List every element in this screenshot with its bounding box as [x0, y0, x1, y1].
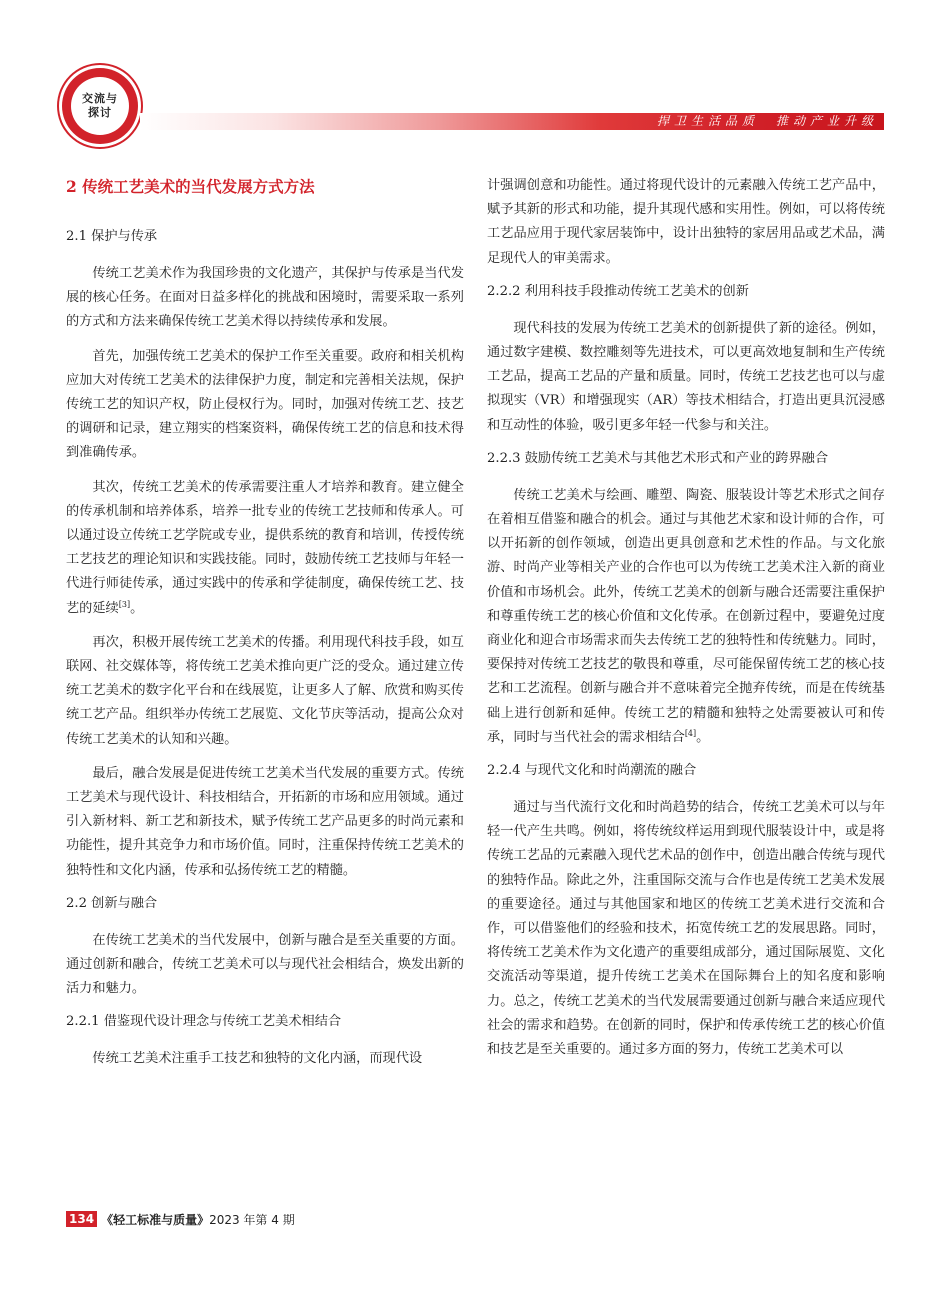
subsection-title-2-2-4: 2.2.4 与现代文化和时尚潮流的融合	[487, 763, 697, 779]
paragraph: 首先，加强传统工艺美术的保护工作至关重要。政府和相关机构应加大对传统工艺美术的法律保护力度，制定和完善相关法规，保护传统工艺的知识产权，防止侵权行为。同时，加强对传统工艺、技艺的调研和记录，建立翔实的档案资料，确保传统工艺的信息和技术得到准确传承。	[66, 348, 464, 461]
paragraph: 现代科技的发展为传统工艺美术的创新提供了新的途径。例如，通过数字建模、数控雕刻等先进技术，可以更高效地复制和生产传统工艺品，提高工艺品的产量和质量。同时，传统工艺技艺也可以与虚拟现实（VR）和增强现实（AR）等技术相结合，打造出更具沉浸感和互动性的体验，吸引更多年轻一代参与和关注。	[487, 320, 885, 433]
subsection-title-2-2-3: 2.2.3 鼓励传统工艺美术与其他艺术形式和产业的跨界融合	[487, 450, 829, 466]
paragraph: 最后，融合发展是促进传统工艺美术当代发展的重要方式。传统工艺美术与现代设计、科技相结合，开拓新的市场和应用领域。通过引入新材料、新工艺和新技术，赋予传统工艺产品更多的时尚元素和功能性，提升其竞争力和市场价值。同时，注重保持传统工艺美术的独特性和文化内涵，传承和弘扬传统工艺的精髓。	[66, 765, 464, 878]
section-title: 2 传统工艺美术的当代发展方式方法	[66, 177, 315, 196]
paragraph-end: 。	[130, 600, 144, 616]
subsection-title-2-2: 2.2 创新与融合	[66, 895, 158, 911]
paragraph: 在传统工艺美术的当代发展中，创新与融合是至关重要的方面。通过创新和融合，传统工艺美术可以与现代社会相结合，焕发出新的活力和魅力。	[66, 932, 464, 997]
paragraph: 传统工艺美术作为我国珍贵的文化遗产，其保护与传承是当代发展的核心任务。在面对日益多样化的挑战和困境时，需要采取一系列的方式和方法来确保传统工艺美术得以持续传承和发展。	[66, 266, 464, 330]
paragraph-text: 其次，传统工艺美术的传承需要注重人才培养和教育。建立健全的传承机制和培养体系，培养一批专业的传统工艺技师和传承人。可以通过设立传统工艺学院或专业，提供系统的教育和培训，传授传统工艺技艺的理论知识和实践技能。同时，鼓励传统工艺技师与年轻一代进行师徒传承，通过实践中的传承和学徒制度，确保传统工艺、技艺的延续	[66, 479, 464, 616]
page-footer	[66, 1211, 295, 1227]
paragraph: 传统工艺美术注重手工技艺和独特的文化内涵，而现代设	[92, 1051, 423, 1067]
issue-info: 2023 年第 4 期	[209, 1212, 295, 1227]
right-column	[487, 174, 885, 1072]
paragraph	[66, 476, 464, 621]
subsection-title-2-2-2: 2.2.2 利用科技手段推动传统工艺美术的创新	[487, 283, 749, 299]
column-logo-inner	[71, 77, 129, 135]
column-logo	[62, 68, 138, 144]
subsection-title-2-1: 2.1 保护与传承	[66, 229, 158, 244]
paragraph: 再次，积极开展传统工艺美术的传播。利用现代科技手段，如互联网、社交媒体等，将传统工艺美术推向更广泛的受众。通过建立传统工艺美术的数字化平台和在线展览，让更多人了解、欣赏和购买传统工艺产品。组织举办传统工艺展览、文化节庆等活动，提高公众对传统工艺美术的认知和兴趣。	[66, 634, 464, 747]
logo-text-line1: 交流与	[82, 92, 118, 105]
paragraph-text: 传统工艺美术与绘画、雕塑、陶瓷、服装设计等艺术形式之间存在着相互借鉴和融合的机会。通过与其他艺术家和设计师的合作，可以开拓新的创作领域，创造出更具创意和艺术性的作品。与文化旅游、时尚产业等相关产业的合作也可以为传统工艺美术注入新的商业价值和市场机会。此外，传统工艺美术的创新与融合还需要注重保护和尊重传统工艺的核心价值和文化传承。在创新过程中，要避免过度商业化和迎合市场需求而失去传统工艺的独特性和传统魅力。同时，要保持对传统工艺技艺的敬畏和尊重，尽可能保留传统工艺的核心技艺和工艺流程。创新与融合并不意味着完全抛弃传统，而是在传统基础上进行创新和延伸。传统工艺的精髓和独特之处需要被认可和传承，同时与当代社会的需求相结合	[487, 487, 885, 745]
journal-name: 《轻工标准与质量》	[101, 1212, 210, 1227]
paragraph-end: 。	[696, 729, 710, 745]
paragraph-continued: 计强调创意和功能性。通过将现代设计的元素融入传统工艺产品中，赋予其新的形式和功能，提升其现代感和实用性。例如，可以将传统工艺品应用于现代家居装饰中，设计出独特的家居用品或艺术品，满足现代人的审美需求。	[487, 178, 885, 266]
page-number: 134	[66, 1211, 97, 1227]
paragraph: 通过与当代流行文化和时尚趋势的结合，传统工艺美术可以与年轻一代产生共鸣。例如，将传统纹样运用到现代服装设计中，或是将传统工艺品的元素融入现代艺术品的创作中，创造出融合传统与现代的独特作品。除此之外，注重国际交流与合作也是传统工艺美术发展的重要途径。通过与其他国家和地区的传统工艺美术进行交流和合作，可以借鉴他们的经验和技术，拓宽传统工艺的发展思路。同时，将传统工艺美术作为文化遗产的重要组成部分，通过国际展览、文化交流活动等渠道，提升传统工艺美术在国际舞台上的知名度和影响力。总之，传统工艺美术的当代发展需要通过创新与融合来适应现代社会的需求和趋势。在创新的同时，保护和传承传统工艺的核心价值和技艺是至关重要的。通过多方面的努力，传统工艺美术可以	[487, 800, 885, 1058]
left-column	[66, 174, 464, 1082]
subsection-title-2-2-1: 2.2.1 借鉴现代设计理念与传统工艺美术相结合	[66, 1014, 342, 1030]
citation: [3]	[118, 599, 131, 609]
logo-text-line2: 探讨	[88, 106, 112, 119]
header-slogan: 捍卫生活品质 推动产业升级	[656, 114, 878, 128]
paragraph	[487, 484, 885, 750]
citation: [4]	[684, 728, 697, 738]
